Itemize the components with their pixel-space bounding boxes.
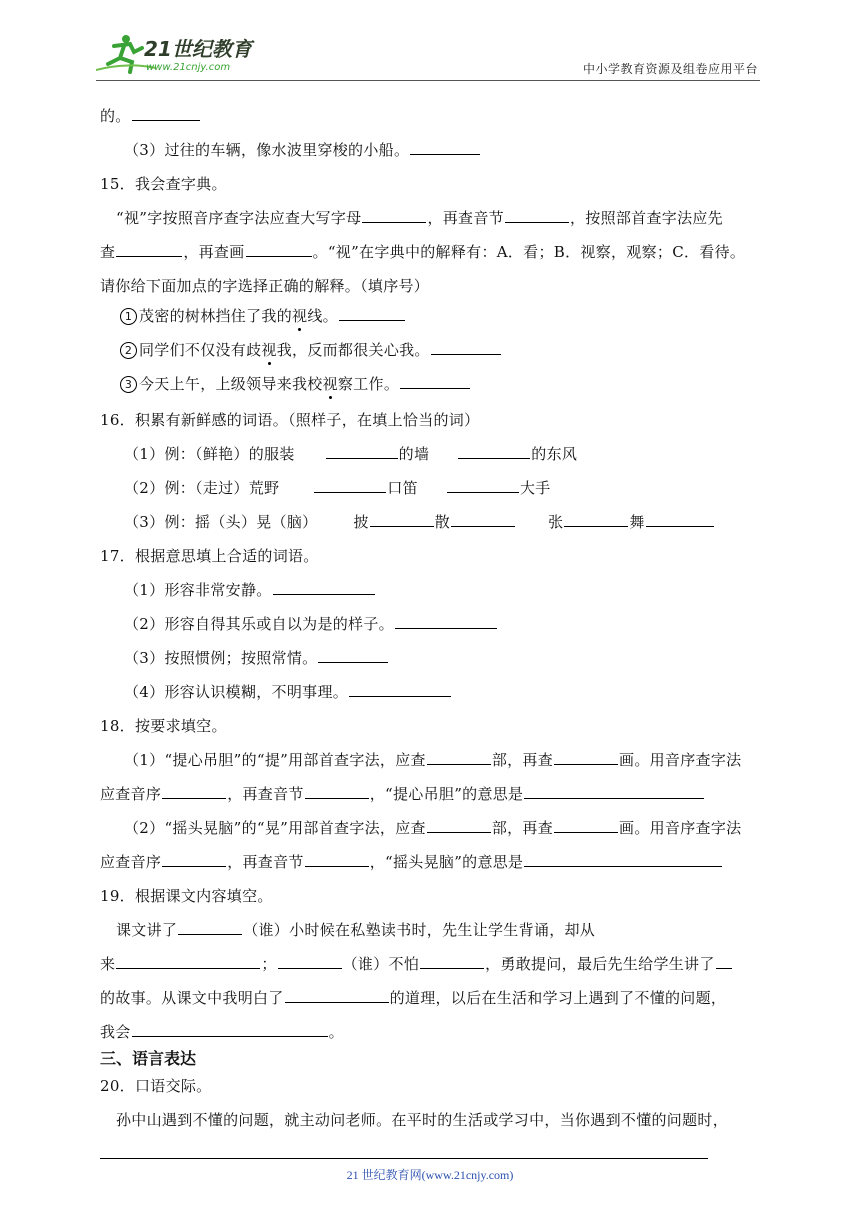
answer-blank[interactable] (273, 580, 375, 595)
answer-blank[interactable] (400, 374, 470, 389)
text-line: （1）“提心吊胆”的“提”用部首查字法，应查 部，再查 画。用音序查字法 (124, 751, 742, 769)
circled-number: 3 (120, 376, 137, 393)
question-19-title: 19．根据课文内容填空。 (100, 887, 273, 905)
answer-blank[interactable] (395, 614, 497, 629)
text-line: （3）过往的车辆，像水波里穿梭的小船。 (124, 140, 481, 160)
answer-blank[interactable] (564, 512, 628, 527)
answer-blank[interactable] (162, 784, 226, 799)
answer-blank[interactable] (339, 306, 405, 321)
footer-divider (100, 1158, 708, 1159)
section-heading: 三、语言表达 (100, 1049, 197, 1068)
runner-logo-icon (96, 32, 266, 76)
text-line: （1）例：（鲜艳）的服装 的墙 的东风 (124, 445, 578, 463)
dotted-character: 视 (292, 307, 308, 325)
text-line: 查 ，再查画 。“视”在字典中的解释有：A．看；B．视察，观察；C．看待。 (100, 243, 746, 261)
dotted-character: 视 (322, 375, 338, 393)
answer-blank[interactable] (326, 444, 398, 459)
text-line: 应查音序 ，再查音节 ，“提心吊胆”的意思是 (100, 784, 705, 804)
answer-blank[interactable] (370, 512, 434, 527)
answer-blank[interactable] (431, 340, 501, 355)
text-line: “视”字按照音序查字法应查大写字母 ，再查音节 ，按照部首查字法应先 (116, 209, 723, 227)
question-15-title: 15．我会查字典。 (100, 175, 227, 193)
text-line: 的故事。从课文中我明白了 的道理，以后在生活和学习上遇到了不懂的问题， (100, 989, 727, 1007)
answer-blank[interactable] (554, 750, 618, 765)
text-line: 孙中山遇到不懂的问题，就主动问老师。在平时的生活或学习中，当你遇到不懂的问题时， (116, 1111, 729, 1129)
footer-link[interactable]: 21 世纪教育网(www.21cnjy.com) (346, 1168, 514, 1182)
text-line: （4）形容认识模糊，不明事理。 (124, 682, 452, 702)
answer-blank[interactable] (420, 954, 484, 969)
text-line: 我会 。 (100, 1023, 344, 1041)
site-logo[interactable] (96, 32, 266, 76)
answer-blank[interactable] (447, 478, 519, 493)
answer-blank[interactable] (162, 852, 226, 867)
answer-blank[interactable] (349, 682, 451, 697)
answer-blank[interactable] (305, 784, 369, 799)
answer-blank[interactable] (278, 954, 342, 969)
answer-blank[interactable] (116, 242, 182, 257)
page-header (96, 28, 760, 80)
answer-blank[interactable] (451, 512, 515, 527)
dotted-character: 视 (261, 341, 277, 359)
answer-blank[interactable] (458, 444, 530, 459)
answer-blank[interactable] (246, 242, 312, 257)
text-line: 请你给下面加点的字选择正确的解释。（填序号） (100, 277, 430, 295)
answer-blank[interactable] (132, 106, 200, 121)
answer-blank[interactable] (410, 140, 480, 155)
answer-blank[interactable] (178, 920, 242, 935)
text-line: （1）形容非常安静。 (124, 580, 376, 600)
answer-blank[interactable] (524, 852, 722, 867)
answer-blank[interactable] (646, 512, 714, 527)
platform-name: 中小学教育资源及组卷应用平台 (582, 62, 758, 76)
question-20-title: 20．口语交际。 (100, 1077, 212, 1095)
answer-blank[interactable] (314, 478, 386, 493)
answer-blank[interactable] (318, 648, 388, 663)
text-line: 来 ； （谁）不怕 ，勇敢提问，最后先生给学生讲了 (100, 954, 733, 974)
text-line: 应查音序 ，再查音节 ，“摇头晃脑”的意思是 (100, 852, 723, 872)
text-line: 3 今天上午，上级领导来我校视察工作。 (120, 374, 471, 394)
answer-blank[interactable] (285, 988, 389, 1003)
text-line: （2）形容自得其乐或自以为是的样子。 (124, 614, 498, 634)
answer-blank[interactable] (132, 1022, 328, 1037)
answer-blank[interactable] (305, 852, 369, 867)
text-line: 1 茂密的树林挡住了我的视线。 (120, 306, 406, 326)
text-line: （2）“摇头晃脑”的“晃”用部首查字法，应查 部，再查 画。用音序查字法 (124, 819, 742, 837)
answer-blank[interactable] (505, 208, 569, 223)
question-18-title: 18．按要求填空。 (100, 717, 227, 735)
text-line: 课文讲了 （谁）小时候在私塾读书时，先生让学生背诵，却从 (116, 921, 596, 939)
answer-blank[interactable] (716, 954, 732, 969)
logo-text: 21世纪教育 (144, 37, 252, 61)
circled-number: 2 (120, 342, 137, 359)
circled-number: 1 (120, 308, 137, 325)
logo-url: www.21cnjy.com (146, 62, 231, 73)
answer-blank[interactable] (362, 208, 426, 223)
text-line: （2）例：（走过）荒野 口笛 大手 (124, 479, 551, 497)
answer-blank[interactable] (116, 954, 260, 969)
text-line: 2 同学们不仅没有歧视我，反而都很关心我。 (120, 340, 502, 360)
text-line: （3）例：摇（头）晃（脑） 披 散 张 舞 (124, 512, 715, 532)
answer-blank[interactable] (524, 784, 704, 799)
answer-blank[interactable] (427, 818, 491, 833)
question-17-title: 17．根据意思填上合适的词语。 (100, 547, 319, 565)
question-16-title: 16．积累有新鲜感的词语。（照样子，在填上恰当的词） (100, 411, 480, 429)
answer-blank[interactable] (554, 818, 618, 833)
text-line: （3）按照惯例；按照常情。 (124, 648, 389, 668)
answer-blank[interactable] (427, 750, 491, 765)
header-divider (96, 80, 760, 81)
text-line: 的。 (100, 106, 201, 126)
